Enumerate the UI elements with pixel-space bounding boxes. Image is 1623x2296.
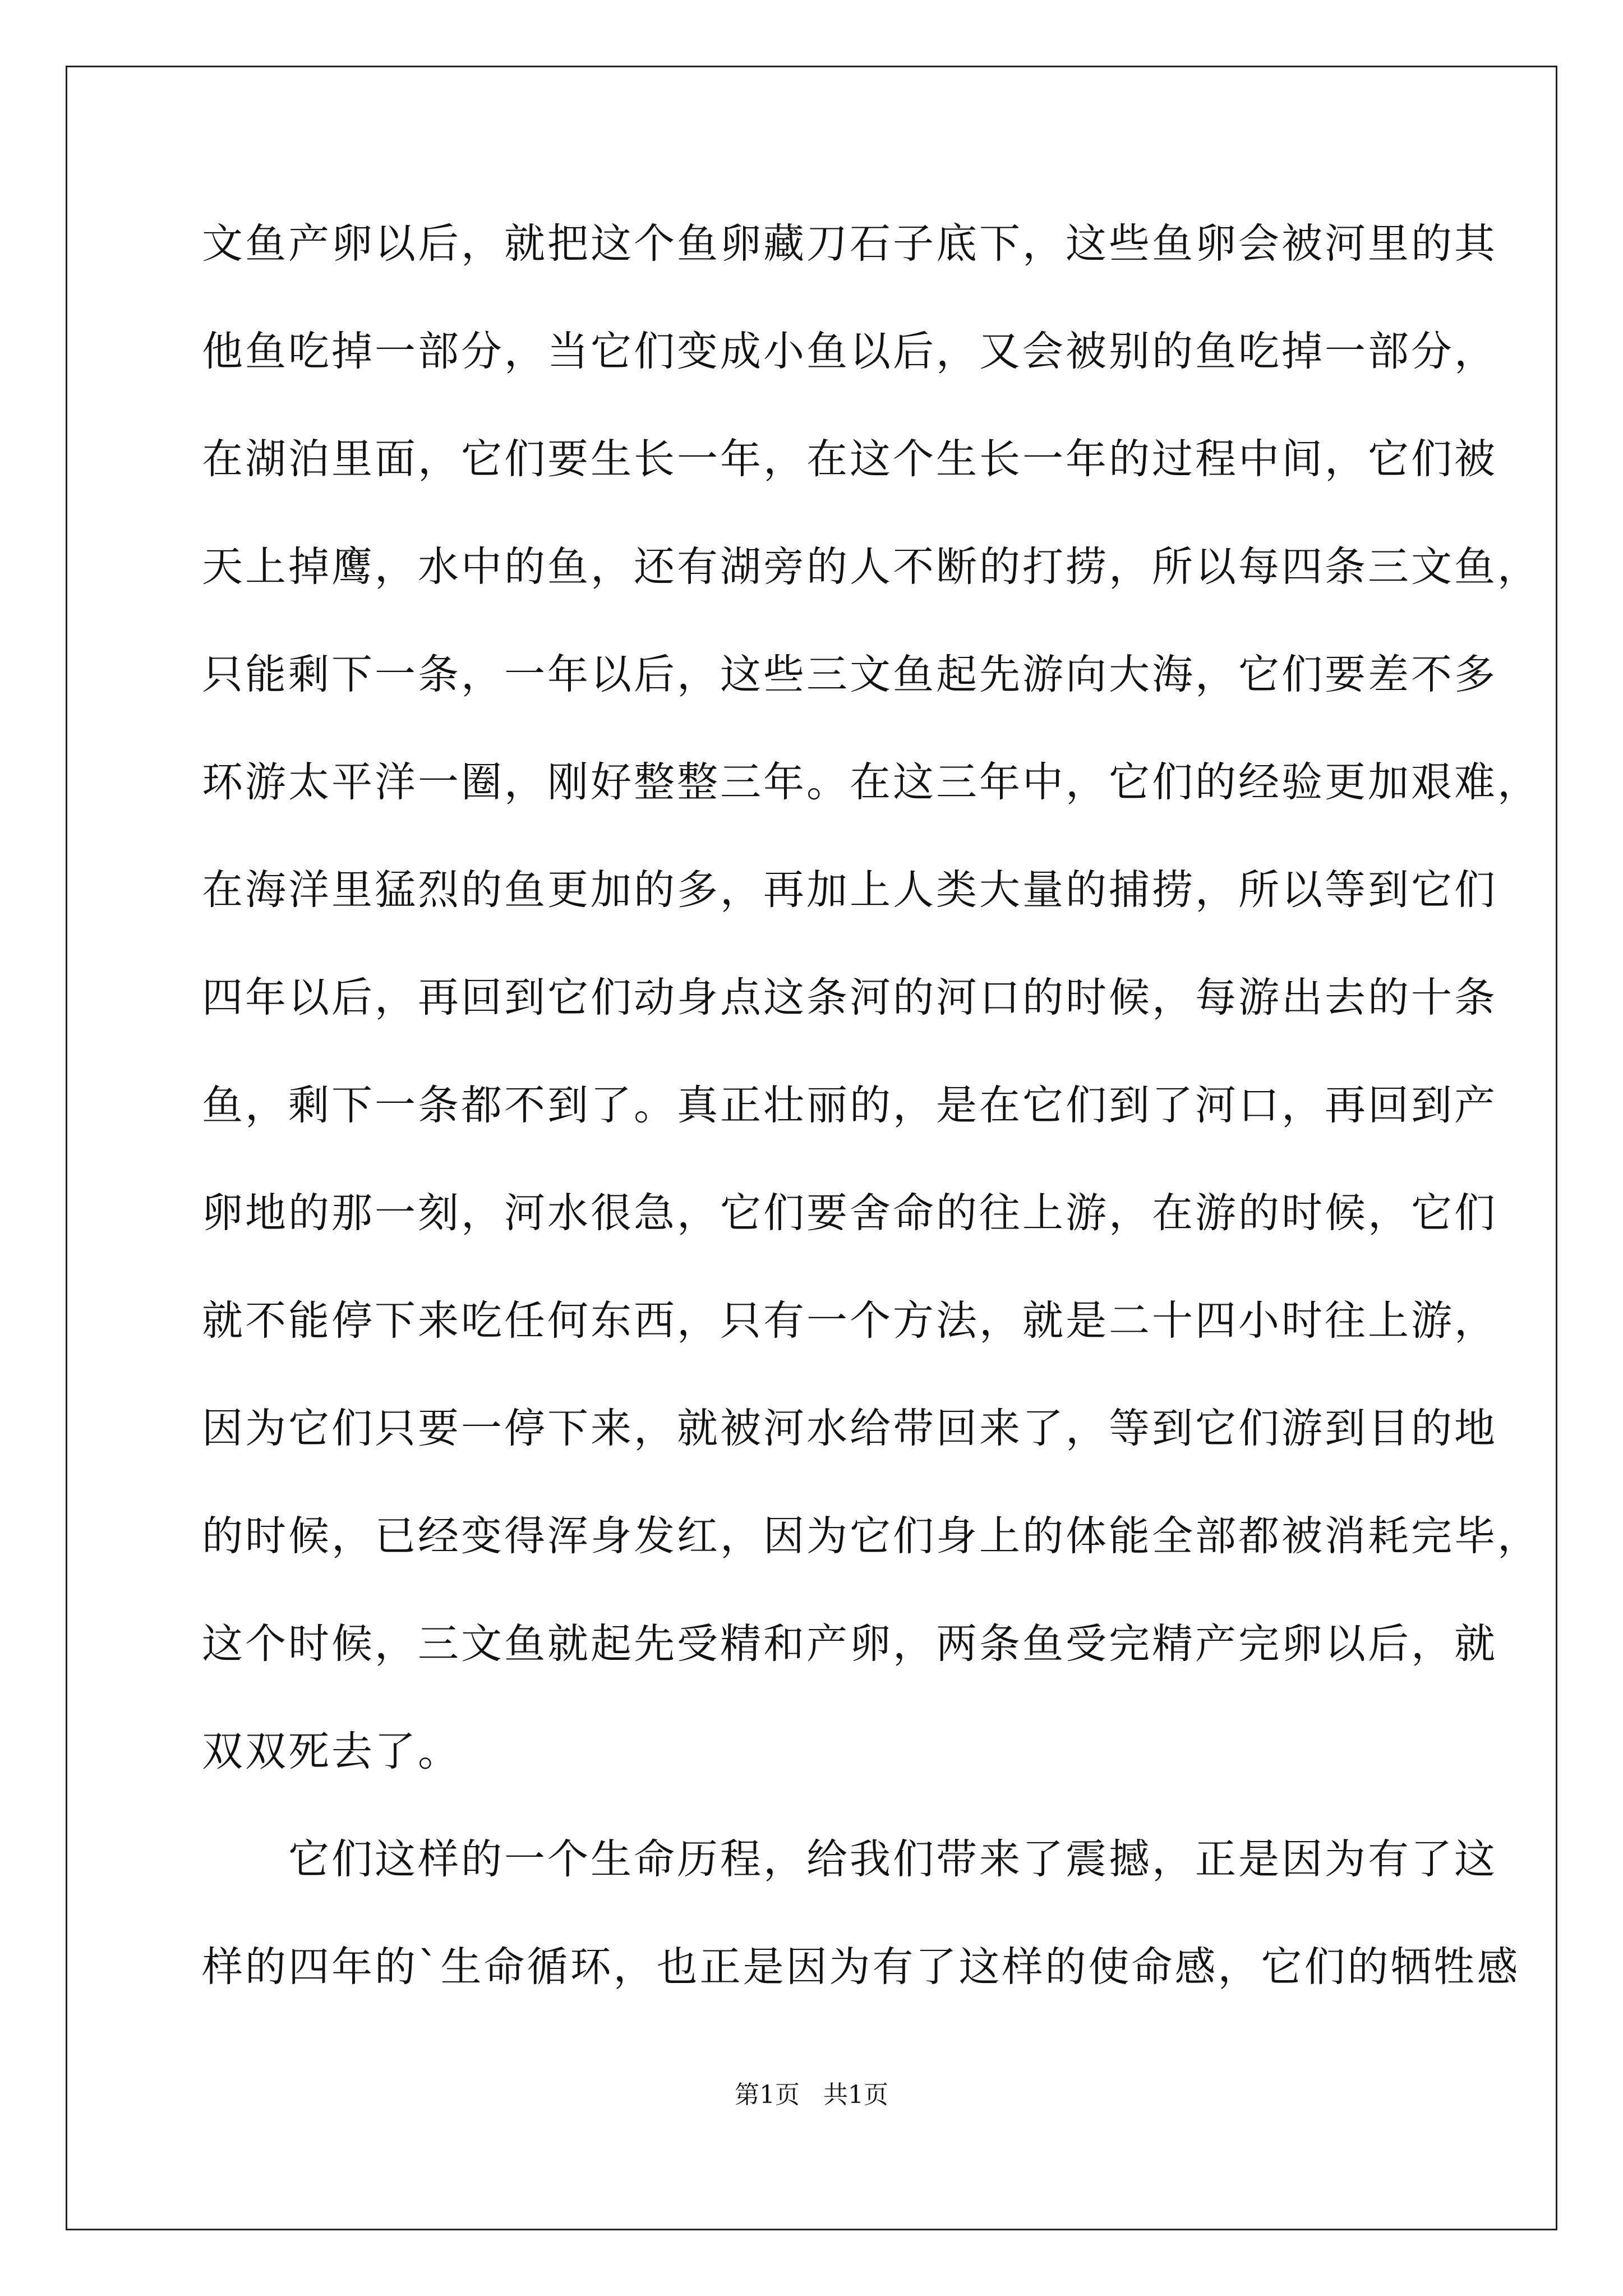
page-total: 共1页 xyxy=(823,2081,888,2109)
text-line: 只能剩下一条，一年以后，这些三文鱼起先游向大海，它们要差不多 xyxy=(202,651,1497,698)
text-line: 文鱼产卵以后，就把这个鱼卵藏刀石子底下，这些鱼卵会被河里的其 xyxy=(202,220,1497,268)
text-line: 卵地的那一刻，河水很急，它们要舍命的往上游，在游的时候，它们 xyxy=(202,1189,1497,1237)
page-number: 第1页 xyxy=(735,2081,800,2109)
page-footer xyxy=(0,2078,1623,2112)
text-line: 天上掉鹰，水中的鱼，还有湖旁的人不断的打捞，所以每四条三文鱼， xyxy=(202,543,1541,591)
text-line: 就不能停下来吃任何东西，只有一个方法，就是二十四小时往上游， xyxy=(202,1297,1497,1345)
page-border xyxy=(66,66,1557,2230)
text-line: 他鱼吃掉一部分，当它们变成小鱼以后，又会被别的鱼吃掉一部分， xyxy=(202,328,1497,375)
text-line: 因为它们只要一停下来，就被河水给带回来了，等到它们游到目的地 xyxy=(202,1405,1497,1452)
text-line: 的时候，已经变得浑身发红，因为它们身上的体能全部都被消耗完毕， xyxy=(202,1512,1541,1560)
text-line: 四年以后，再回到它们动身点这条河的河口的时候，每游出去的十条 xyxy=(202,974,1497,1022)
footer-gap xyxy=(800,2081,823,2109)
text-line: 在湖泊里面，它们要生长一年，在这个生长一年的过程中间，它们被 xyxy=(202,435,1497,483)
text-line: 双双死去了。 xyxy=(202,1728,461,1775)
text-line: 鱼，剩下一条都不到了。真正壮丽的，是在它们到了河口，再回到产 xyxy=(202,1082,1497,1129)
text-line: 样的四年的`生命循环，也正是因为有了这样的使命感，它们的牺牲感 xyxy=(202,1943,1520,1991)
text-line: 环游太平洋一圈，刚好整整三年。在这三年中，它们的经验更加艰难， xyxy=(202,758,1541,806)
text-line: 在海洋里猛烈的鱼更加的多，再加上人类大量的捕捞，所以等到它们 xyxy=(202,866,1497,914)
text-line: 这个时候，三文鱼就起先受精和产卵，两条鱼受完精产完卵以后，就 xyxy=(202,1620,1497,1668)
text-line: 它们这样的一个生命历程，给我们带来了震撼，正是因为有了这 xyxy=(202,1835,1497,1883)
